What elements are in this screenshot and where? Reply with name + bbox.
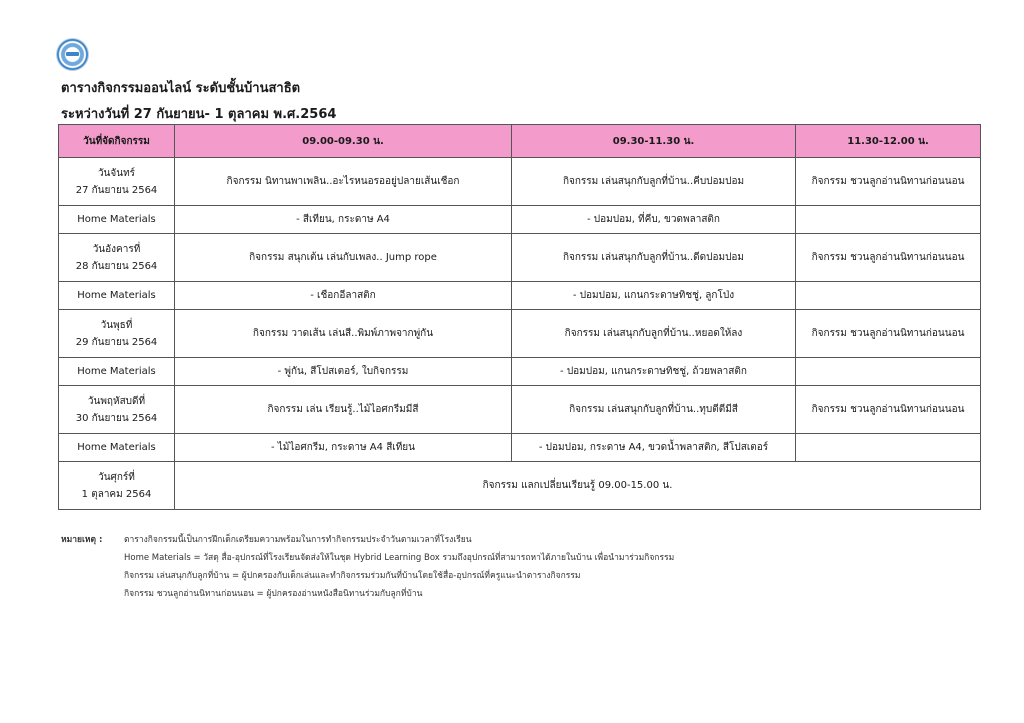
activity-cell: กิจกรรม เล่นสนุกกับลูกที่บ้าน..คีบปอมปอม bbox=[512, 158, 796, 206]
materials-cell: - ปอมปอม, ที่คีบ, ขวดพลาสติก bbox=[512, 206, 796, 234]
notes-label: หมายเหตุ : bbox=[61, 535, 103, 545]
materials-label: Home Materials bbox=[59, 282, 175, 310]
materials-cell bbox=[796, 434, 981, 462]
col-header-date: วันที่จัดกิจกรรม bbox=[59, 125, 175, 158]
activity-cell-merged: กิจกรรม แลกเปลี่ยนเรียนรู้ 09.00-15.00 น. bbox=[175, 462, 981, 510]
activity-cell: กิจกรรม สนุกเต้น เล่นกับเพลง.. Jump rope bbox=[175, 234, 512, 282]
materials-cell bbox=[796, 358, 981, 386]
schedule-table bbox=[58, 124, 981, 510]
materials-cell: - พู่กัน, สีโปสเตอร์, ใบกิจกรรม bbox=[175, 358, 512, 386]
day-name: วันจันทร์ bbox=[97, 167, 136, 179]
col-header-slot3: 11.30-12.00 น. bbox=[796, 125, 981, 158]
activity-cell: กิจกรรม เล่นสนุกกับลูกที่บ้าน..ทุบตีตีมีสี bbox=[512, 386, 796, 434]
activity-cell: กิจกรรม นิทานพาเพลิน..อะไรหนอรออยู่ปลายเส้นเชือก bbox=[175, 158, 512, 206]
day-date: 27 กันยายน 2564 bbox=[75, 184, 158, 196]
page-title: ตารางกิจกรรมออนไลน์ ระดับชั้นบ้านสาธิต bbox=[61, 81, 301, 96]
col-header-slot1: 09.00-09.30 น. bbox=[175, 125, 512, 158]
activity-cell: กิจกรรม เล่น เรียนรู้..ไม้ไอศกรีมมีสี bbox=[175, 386, 512, 434]
note-line: กิจกรรม เล่นสนุกกับลูกที่บ้าน = ผู้ปกครองกับเด็กเล่นและทำกิจกรรมร่วมกันที่บ้านโดยใช้สื่อ-อุปกรณ์ที่ครูแนะนำตารางกิจกรรม bbox=[124, 571, 581, 581]
note-line: Home Materials = วัสดุ สื่อ-อุปกรณ์ที่โรงเรียนจัดส่งให้ในชุด Hybrid Learning Box รวมถึงอุปกรณ์ที่สามารถหาได้ภายในบ้าน เพื่อนำมาร่วมกิจกรรม bbox=[124, 553, 675, 563]
activity-cell: กิจกรรม วาดเส้น เล่นสี..พิมพ์ภาพจากพู่กัน bbox=[175, 310, 512, 358]
activity-cell: กิจกรรม ชวนลูกอ่านนิทานก่อนนอน bbox=[796, 234, 981, 282]
materials-cell: - สีเทียน, กระดาษ A4 bbox=[175, 206, 512, 234]
activity-cell: กิจกรรม ชวนลูกอ่านนิทานก่อนนอน bbox=[796, 158, 981, 206]
day-cell bbox=[59, 462, 175, 510]
materials-cell: - เชือกอีลาสติก bbox=[175, 282, 512, 310]
activity-cell: กิจกรรม เล่นสนุกกับลูกที่บ้าน..ดีดปอมปอม bbox=[512, 234, 796, 282]
col-header-slot2: 09.30-11.30 น. bbox=[512, 125, 796, 158]
day-cell bbox=[59, 158, 175, 206]
materials-cell bbox=[796, 206, 981, 234]
table-row-thursday bbox=[59, 386, 981, 434]
day-cell bbox=[59, 234, 175, 282]
day-name: วันศุกร์ที่ bbox=[98, 471, 135, 483]
day-date: 1 ตุลาคม 2564 bbox=[81, 488, 152, 500]
day-name: วันอังคารที่ bbox=[92, 243, 141, 255]
table-row-materials bbox=[59, 282, 981, 310]
note-line: กิจกรรม ชวนลูกอ่านนิทานก่อนนอน = ผู้ปกครองอ่านหนังสือนิทานร่วมกับลูกที่บ้าน bbox=[124, 589, 423, 599]
day-date: 29 กันยายน 2564 bbox=[75, 336, 158, 348]
materials-label: Home Materials bbox=[59, 434, 175, 462]
day-date: 28 กันยายน 2564 bbox=[75, 260, 158, 272]
table-header-row bbox=[59, 125, 981, 158]
materials-label: Home Materials bbox=[59, 358, 175, 386]
materials-cell: - ปอมปอม, แกนกระดาษทิชชู่, ลูกโป่ง bbox=[512, 282, 796, 310]
day-cell bbox=[59, 386, 175, 434]
table-row-materials bbox=[59, 434, 981, 462]
note-line: ตารางกิจกรรมนี้เป็นการฝึกเด็กเตรียมความพร้อมในการทำกิจกรรมประจำวันตามเวลาที่โรงเรียน bbox=[124, 535, 472, 545]
materials-cell: - ปอมปอม, กระดาษ A4, ขวดน้ำพลาสติก, สีโปสเตอร์ bbox=[512, 434, 796, 462]
materials-cell: - ปอมปอม, แกนกระดาษทิชชู่, ถ้วยพลาสติก bbox=[512, 358, 796, 386]
table-row-friday bbox=[59, 462, 981, 510]
day-date: 30 กันยายน 2564 bbox=[75, 412, 158, 424]
materials-cell bbox=[796, 282, 981, 310]
school-logo-icon bbox=[57, 39, 88, 70]
page-subtitle: ระหว่างวันที่ 27 กันยายน- 1 ตุลาคม พ.ศ.2564 bbox=[61, 107, 337, 122]
activity-cell: กิจกรรม ชวนลูกอ่านนิทานก่อนนอน bbox=[796, 310, 981, 358]
table-row-wednesday bbox=[59, 310, 981, 358]
table-row-tuesday bbox=[59, 234, 981, 282]
table-row-monday bbox=[59, 158, 981, 206]
activity-cell: กิจกรรม ชวนลูกอ่านนิทานก่อนนอน bbox=[796, 386, 981, 434]
table-row-materials bbox=[59, 358, 981, 386]
activity-cell: กิจกรรม เล่นสนุกกับลูกที่บ้าน..หยอดให้ลง bbox=[512, 310, 796, 358]
materials-cell: - ไม้ไอศกรีม, กระดาษ A4 สีเทียน bbox=[175, 434, 512, 462]
day-name: วันพฤหัสบดีที่ bbox=[87, 395, 146, 407]
table-row-materials bbox=[59, 206, 981, 234]
materials-label: Home Materials bbox=[59, 206, 175, 234]
day-name: วันพุธที่ bbox=[100, 319, 133, 331]
day-cell bbox=[59, 310, 175, 358]
